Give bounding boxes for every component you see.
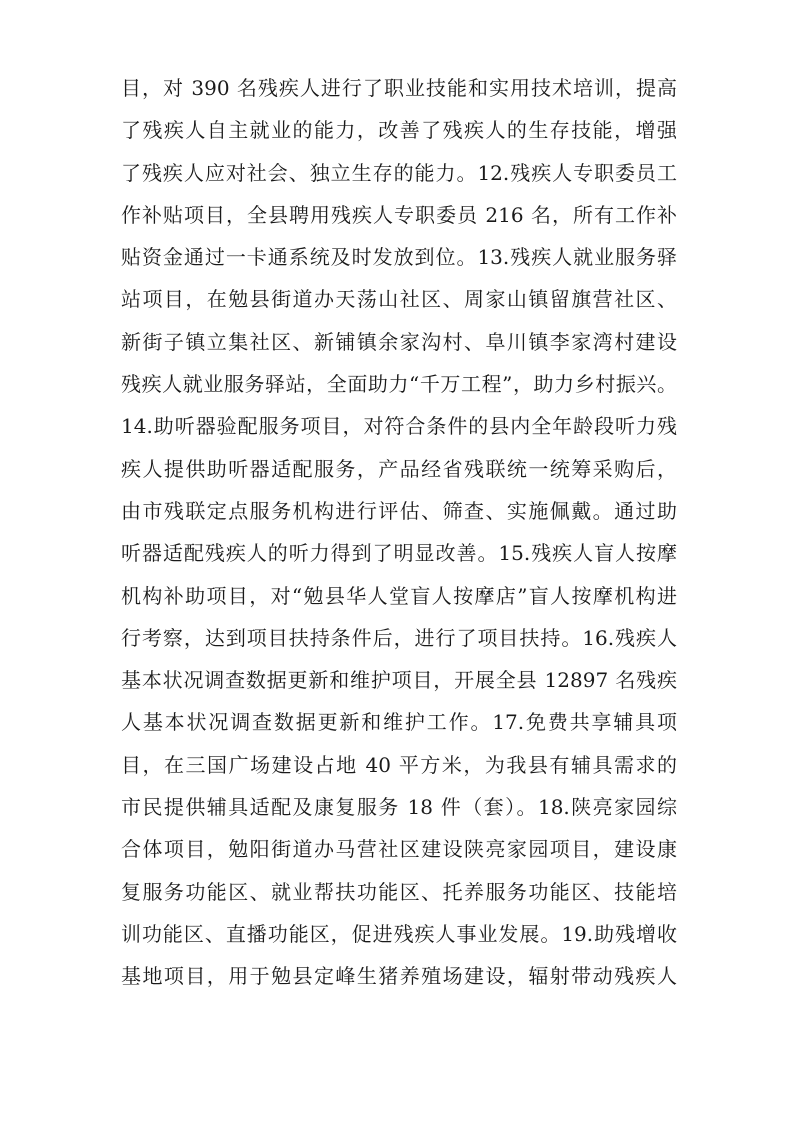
text-line: 听器适配残疾人的听力得到了明显改善。15.残疾人盲人按摩	[121, 541, 677, 566]
text-line: 机构补助项目，对“勉县华人堂盲人按摩店”盲人按摩机构进	[121, 583, 677, 608]
text-line: 了残疾人应对社会、独立生存的能力。12.残疾人专职委员工	[121, 160, 677, 185]
text-line: 市民提供辅具适配及康复服务 18 件（套）。18.陕亮家园综	[121, 795, 677, 820]
text-line: 残疾人就业服务驿站，全面助力“千万工程”，助力乡村振兴。	[121, 372, 677, 397]
body-text	[121, 67, 677, 998]
text-line: 复服务功能区、就业帮扶功能区、托养服务功能区、技能培	[121, 879, 677, 904]
text-line: 新街子镇立集社区、新铺镇余家沟村、阜川镇李家湾村建设	[121, 329, 677, 354]
text-line: 贴资金通过一卡通系统及时发放到位。13.残疾人就业服务驿	[121, 245, 677, 270]
text-line: 基本状况调查数据更新和维护项目，开展全县 12897 名残疾	[121, 668, 677, 693]
text-line: 作补贴项目，全县聘用残疾人专职委员 216 名，所有工作补	[121, 202, 677, 227]
text-line: 疾人提供助听器适配服务，产品经省残联统一统筹采购后，	[121, 456, 677, 481]
text-line: 目，对 390 名残疾人进行了职业技能和实用技术培训，提高	[121, 76, 677, 100]
text-line: 了残疾人自主就业的能力，改善了残疾人的生存技能，增强	[121, 118, 677, 143]
text-line: 行考察，达到项目扶持条件后，进行了项目扶持。16.残疾人	[121, 625, 677, 650]
text-line: 站项目，在勉县街道办天荡山社区、周家山镇留旗营社区、	[121, 287, 677, 312]
text-line: 训功能区、直播功能区，促进残疾人事业发展。19.助残增收	[121, 921, 677, 946]
text-line: 基地项目，用于勉县定峰生猪养殖场建设，辐射带动残疾人	[121, 964, 677, 989]
text-line: 合体项目，勉阳街道办马营社区建设陕亮家园项目，建设康	[121, 837, 677, 862]
text-line: 由市残联定点服务机构进行评估、筛查、实施佩戴。通过助	[121, 498, 677, 523]
text-line: 目，在三国广场建设占地 40 平方米，为我县有辅具需求的	[121, 752, 677, 777]
text-line: 14.助听器验配服务项目，对符合条件的县内全年龄段听力残	[121, 414, 677, 439]
text-line: 人基本状况调查数据更新和维护工作。17.免费共享辅具项	[121, 710, 677, 735]
